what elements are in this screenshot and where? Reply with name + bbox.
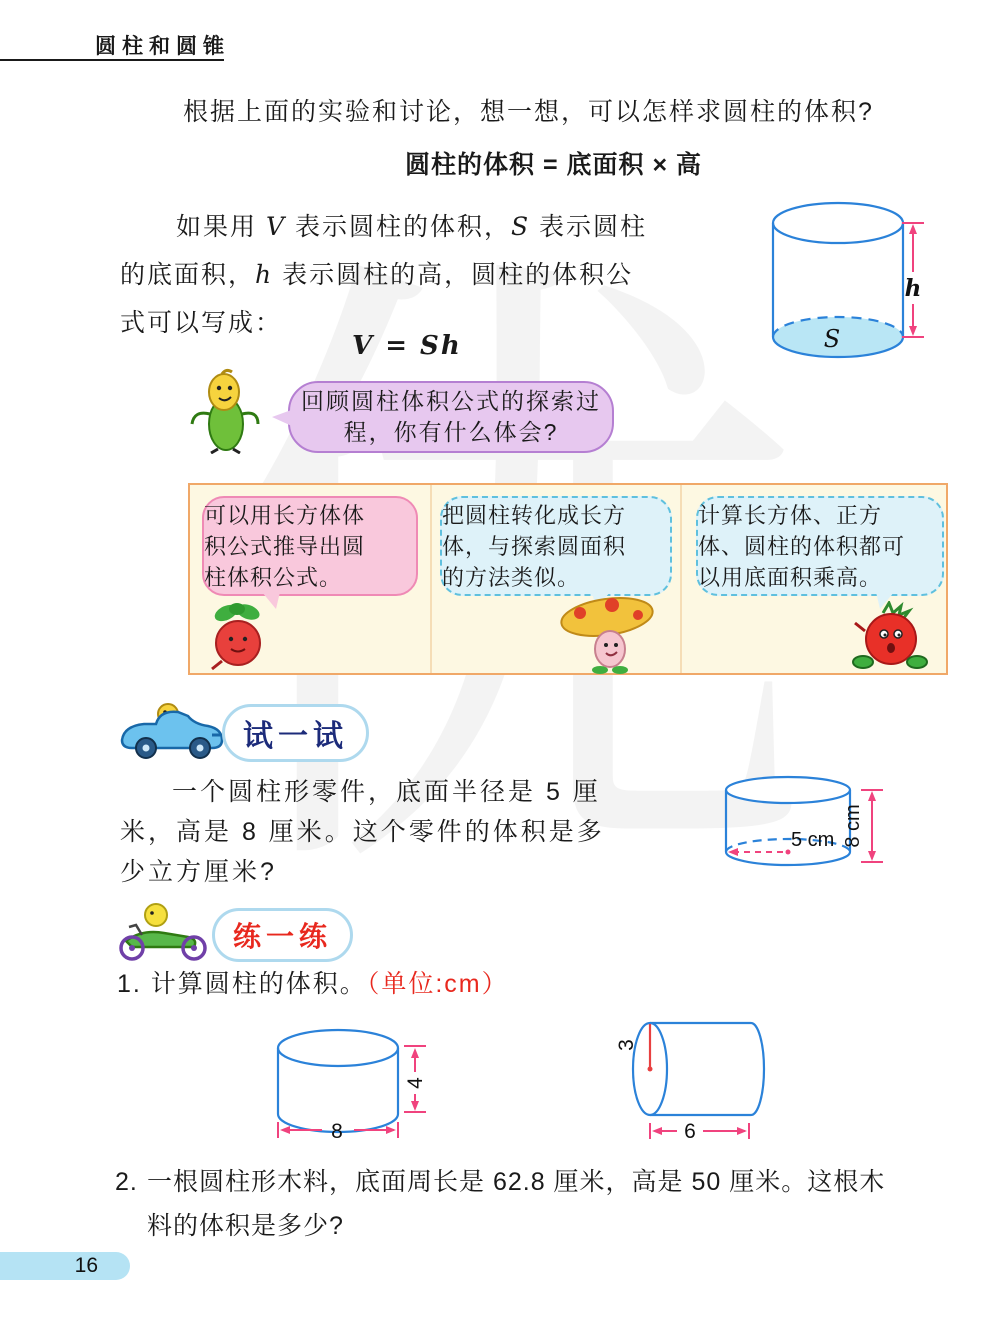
volume-formula-text: 圆柱的体积 = 底面积 × 高	[405, 151, 702, 179]
text-run: 表示圆柱	[530, 213, 648, 241]
panel-cell-2	[430, 485, 680, 673]
height-label: h	[904, 275, 922, 302]
mushroom-speech-bubble	[440, 496, 672, 596]
radish-speech-bubble	[202, 496, 418, 596]
problem-body: 计算圆柱的体积。	[141, 970, 367, 998]
right-end-arc	[751, 1023, 764, 1115]
bubble-line: 可以用长方体体	[204, 502, 366, 528]
length-dimension	[650, 1123, 749, 1139]
bubble-line: 以用底面积乘高。	[698, 564, 883, 590]
corn-mascot-icon	[186, 366, 264, 454]
try-problem-text	[120, 772, 690, 892]
height-dimension	[861, 790, 883, 862]
text-run: 表示圆柱的体积，	[286, 213, 511, 241]
variable-S: S	[510, 212, 531, 241]
text-run: 表示圆柱的高，圆柱的体积公	[273, 261, 634, 289]
problem-1-text	[117, 964, 509, 1000]
problem-line: 米，高是 8 厘米。这个零件的体积是多	[120, 818, 605, 846]
derivation-line-2	[120, 251, 700, 299]
header-rule	[0, 59, 224, 61]
problem-number: 2.	[115, 1168, 138, 1196]
variable-h: h	[255, 260, 274, 289]
cylinder-top-ellipse	[726, 777, 850, 803]
problem-number: 1.	[117, 970, 142, 998]
bubble-line: 的方法类似。	[442, 564, 581, 590]
diameter-label: 8	[331, 1120, 343, 1143]
base-area-label: S	[823, 325, 841, 353]
panel-cell-1	[190, 485, 430, 673]
bubble-line: 积公式推导出圆	[204, 533, 366, 559]
radius-label: 3	[615, 1039, 638, 1051]
tomato-speech-bubble	[696, 496, 944, 596]
text-run: 如果用	[176, 213, 266, 241]
variable-V: V	[265, 212, 287, 241]
problem1-cylinder-a-diagram	[270, 1022, 435, 1147]
bubble-line: 体，与探索圆面积	[442, 533, 627, 559]
mushroom-mascot-icon	[550, 587, 665, 675]
problem-body	[147, 1160, 885, 1248]
tomato-mascot-icon	[841, 601, 936, 671]
problem1-cylinder-b-diagram	[615, 1015, 780, 1147]
bubble-line: 把圆柱转化成长方	[442, 502, 627, 528]
motorcycle-mascot-icon	[112, 901, 214, 963]
try-cylinder-diagram	[715, 772, 910, 887]
page-number: 16	[74, 1254, 98, 1277]
cylinder-top-ellipse	[278, 1030, 398, 1066]
practice-section-title: 练一练	[212, 908, 353, 962]
try-section-title: 试一试	[222, 704, 369, 762]
radius-dimension	[728, 848, 791, 856]
panel-cell-3	[680, 485, 946, 673]
radius-label: 5 cm	[791, 829, 835, 851]
problem-line: 一个圆柱形零件，底面半径是 5 厘	[172, 778, 601, 806]
derivation-line-3: 式可以写成：	[120, 309, 283, 337]
mascot-question-bubble	[288, 381, 614, 453]
car-mascot-icon	[116, 698, 228, 762]
cylinder-top-ellipse	[773, 203, 903, 243]
intro-question: 根据上面的实验和讨论，想一想，可以怎样求圆柱的体积?	[183, 98, 874, 126]
problem-line: 一根圆柱形木料，底面周长是 62.8 厘米，高是 50 厘米。这根木	[147, 1168, 886, 1196]
formula-cylinder-diagram	[770, 200, 935, 365]
v-equals-sh-formula: V = Sh	[352, 331, 462, 361]
bubble-line: 计算长方体、正方	[698, 502, 883, 528]
text-run: 的底面积，	[120, 261, 256, 289]
chapter-header: 圆柱和圆锥	[95, 35, 230, 58]
height-label: 4	[404, 1077, 427, 1089]
problem-line: 少立方厘米?	[120, 858, 277, 886]
height-label: 8 cm	[842, 804, 864, 848]
bubble-tail	[272, 409, 294, 427]
bubble-line: 程，你有什么体会?	[343, 419, 559, 445]
length-label: 6	[684, 1120, 696, 1143]
bubble-line: 体、圆柱的体积都可	[698, 533, 906, 559]
problem-line: 料的体积是多少?	[147, 1212, 344, 1240]
derivation-line-1	[120, 203, 700, 251]
discussion-panel	[188, 483, 948, 675]
bubble-line: 柱体积公式。	[204, 564, 343, 590]
unit-note: （单位:cm）	[366, 970, 509, 998]
problem-2-text	[115, 1160, 885, 1248]
page-number-pill	[0, 1252, 130, 1280]
bubble-line: 回顾圆柱体积公式的探索过	[301, 388, 601, 414]
radish-mascot-icon	[204, 601, 274, 673]
derivation-paragraph	[120, 203, 700, 347]
